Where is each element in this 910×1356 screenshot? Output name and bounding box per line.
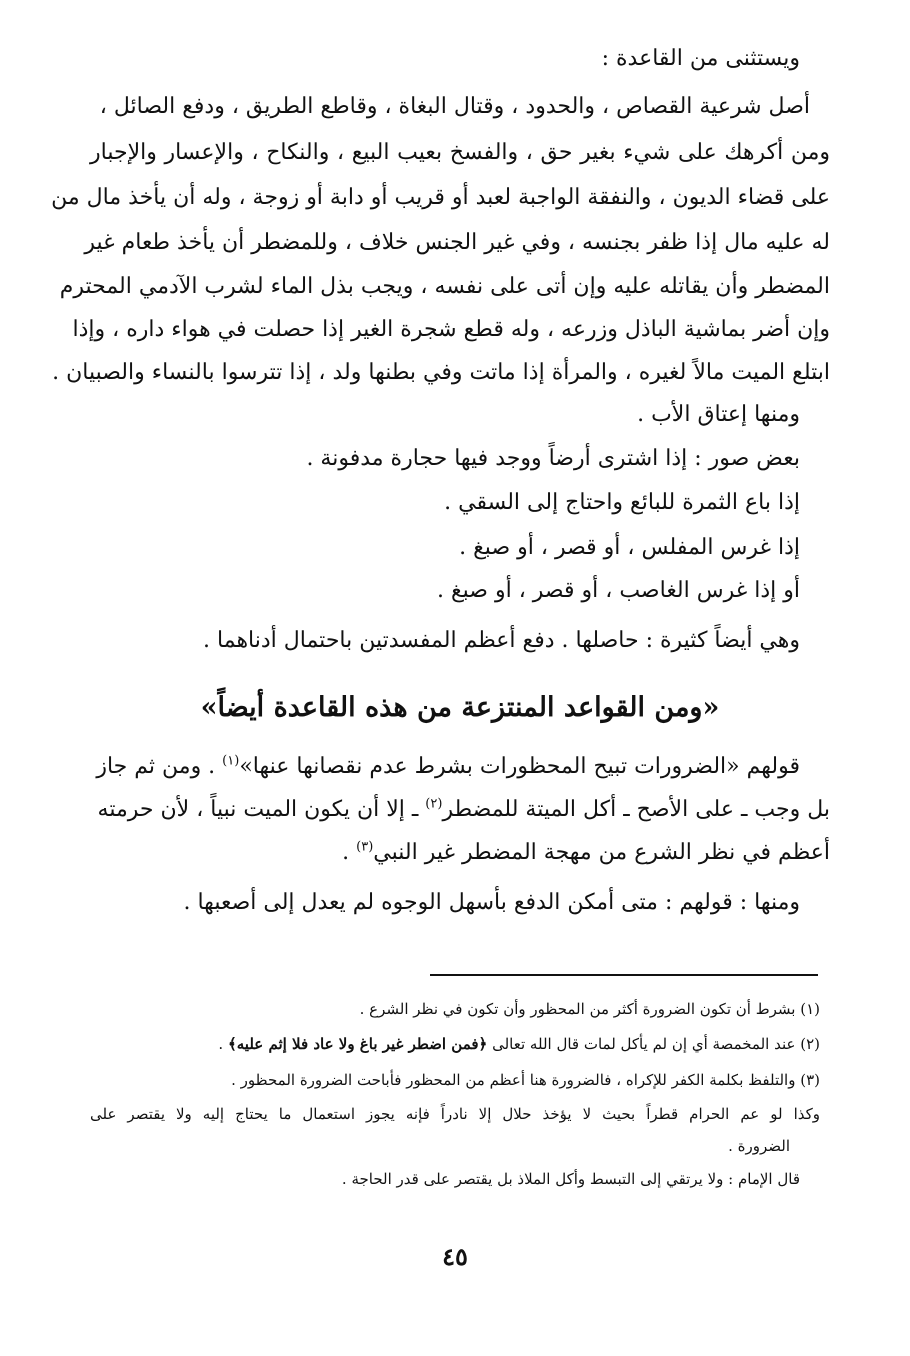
list-item-6: وهي أيضاً كثيرة : حاصلها . دفع أعظم المفسدتين باحتمال أدناهما .	[203, 628, 800, 653]
para2-line-1-tail: . ومن ثم جاز	[96, 754, 223, 779]
list-item-5: أو إذا غرس الغاصب ، أو قصر ، أو صبغ .	[436, 578, 800, 603]
para2-line-2	[98, 795, 830, 825]
para2-line-1-text: قولهم «الضرورات تبيح المحظورات بشرط عدم نقصانها عنها»	[239, 754, 800, 779]
para2-line-2-tail: ـ إلا أن يكون الميت نبياً ، لأن حرمته	[97, 797, 426, 822]
para2-line-3-text: أعظم في نظر الشرع من مهجة المضطر غير النبي	[373, 840, 830, 865]
para2-line-3	[342, 838, 830, 868]
para1-line-4: له عليه مال إذا ظفر بجنسه ، وفي غير الجنس خلاف ، وللمضطر أن يأخذ طعام غير	[84, 230, 830, 255]
para1-line-1: أصل شرعية القصاص ، والحدود ، وقتال البغاة ، وقاطع الطريق ، ودفع الصائل ،	[99, 94, 810, 119]
section-heading: «ومن القواعد المنتزعة من هذه القاعدة أيضاً»	[200, 692, 720, 723]
footnote-3-continued-line-1: وكذا لو عم الحرام قطراً بحيث لا يؤخذ حلال إلا نادراً فإنه يجوز استعمال ما يحتاج إليه ولا يقتصر على	[90, 1105, 820, 1123]
footnote-separator	[430, 974, 818, 976]
para1-line-2: ومن أكرهك على شيء بغير حق ، والفسخ بعيب البيع ، والنكاح ، والإعسار والإجبار	[90, 140, 830, 165]
para2-line-1	[96, 752, 800, 782]
footnote-ref-2: (٢)	[425, 796, 443, 812]
list-item-4: إذا غرس المفلس ، أو قصر ، أو صبغ .	[459, 535, 800, 560]
list-item-3: إذا باع الثمرة للبائع واحتاج إلى السقي .	[444, 490, 800, 515]
footnote-ref-3: (٣)	[356, 839, 374, 855]
footnote-ref-1: (١)	[222, 753, 240, 769]
para1-line-5: المضطر وأن يقاتله عليه وإن أتى على نفسه ، ويجب بذل الماء لشرب الآدمي المحترم	[59, 274, 830, 299]
footnote-2	[218, 1033, 820, 1055]
intro-line: ويستثنى من القاعدة :	[601, 46, 800, 71]
para2-line-2-text: بل وجب ـ على الأصح ـ أكل الميتة للمضطر	[442, 797, 830, 822]
footnote-2-verse: ﴿فمن اضطر غير باغ ولا عاد فلا إثم عليه﴾	[227, 1035, 488, 1053]
footnote-2-tail: .	[218, 1035, 228, 1053]
list-item-2: بعض صور : إذا اشترى أرضاً ووجد فيها حجارة مدفونة .	[306, 446, 800, 471]
footnote-3-imam-note: قال الإمام : ولا يرتقي إلى التبسط وأكل الملاذ بل يقتصر على قدر الحاجة .	[341, 1170, 800, 1188]
footnote-1: (١) بشرط أن تكون الضرورة أكثر من المحظور وأن تكون في نظر الشرع .	[359, 1000, 820, 1018]
footnote-2-text: (٢) عند المخمصة أي إن لم يأكل لمات قال الله تعالى	[487, 1035, 820, 1053]
page-number: ٤٥	[442, 1242, 468, 1271]
para1-line-3: على قضاء الديون ، والنفقة الواجبة لعبد أو قريب أو دابة أو زوجة ، وله أن يأخذ مال من	[51, 185, 830, 210]
para3-line: ومنها : قولهم : متى أمكن الدفع بأسهل الوجوه لم يعدل إلى أصعبها .	[183, 890, 800, 915]
para1-line-6: وإن أضر بماشية الباذل وزرعه ، وله قطع شجرة الغير إذا حصلت في هواء داره ، وإذا	[72, 317, 830, 342]
list-item-1: ومنها إعتاق الأب .	[637, 402, 800, 427]
para1-line-7: ابتلع الميت مالاً لغيره ، والمرأة إذا ماتت وفي بطنها ولد ، إذا تترسوا بالنساء والصبيان .	[52, 360, 830, 385]
footnote-3-continued-line-2: الضرورة .	[728, 1137, 790, 1155]
para2-line-3-tail: .	[342, 840, 357, 865]
footnote-3: (٣) والتلفظ بكلمة الكفر للإكراه ، فالضرورة هنا أعظم من المحظور فأباحت الضرورة المحظور .	[231, 1071, 820, 1089]
